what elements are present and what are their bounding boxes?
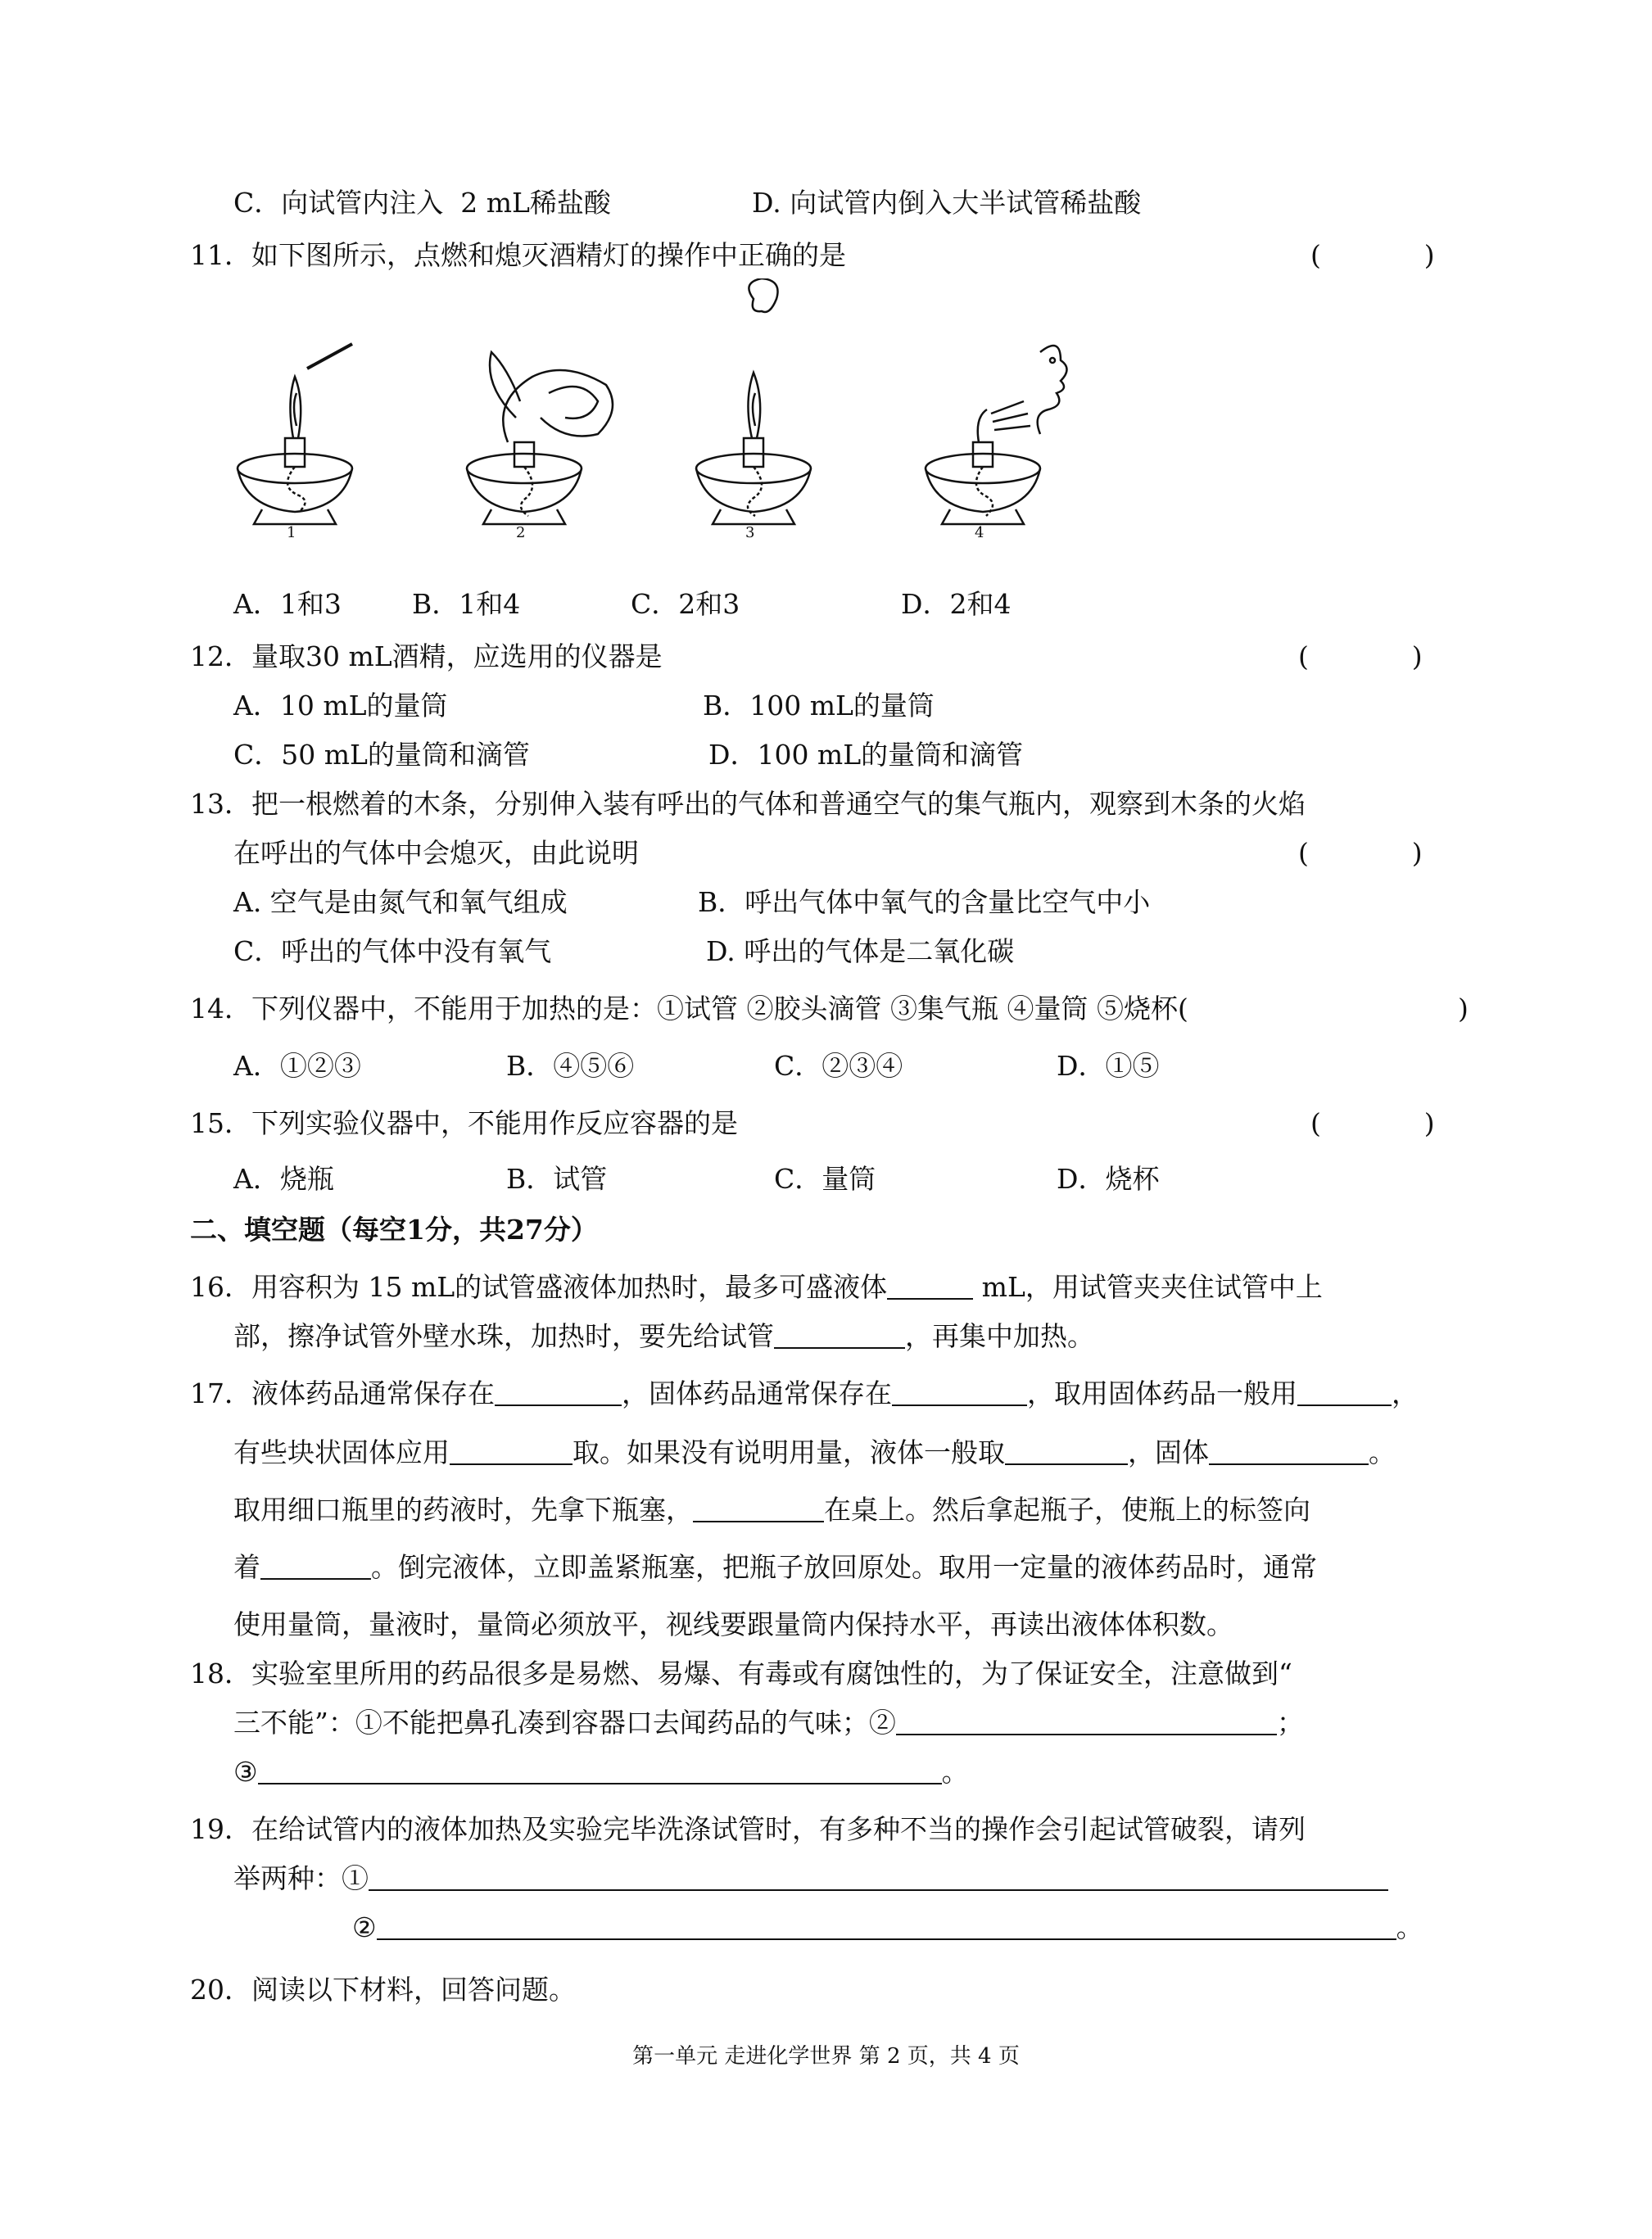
- q17-line4: 着 。倒完液体，立即盖紧瓶塞，把瓶子放回原处。取用一定量的液体药品时，通常: [233, 1551, 1317, 1583]
- q12-option-b: B．100 mL的量筒: [703, 690, 935, 721]
- q12-stem: 12．量取30 mL酒精，应选用的仪器是: [190, 640, 663, 672]
- lamp-2-figure: [467, 352, 613, 524]
- q15-option-b: B．试管: [506, 1163, 608, 1195]
- q13-stem-line2: 在呼出的气体中会熄灭，由此说明: [233, 837, 639, 869]
- q15-stem: 15．下列实验仪器中，不能用作反应容器的是: [190, 1107, 738, 1139]
- q14-answer-paren[interactable]: ): [1458, 993, 1469, 1025]
- q11-stem: 11．如下图所示，点燃和熄灭酒精灯的操作中正确的是: [190, 239, 846, 271]
- q18-line2: 三不能”：①不能把鼻孔凑到容器口去闻药品的气味；② ；: [233, 1707, 1304, 1739]
- q18-line1: 18．实验室里所用的药品很多是易燃、易爆、有毒或有腐蚀性的，为了保证安全，注意做到“: [190, 1658, 1292, 1689]
- q17-line2: 有些块状固体应用 取。如果没有说明用量，液体一般取 ，固体 。: [233, 1436, 1396, 1468]
- q16-blank-2[interactable]: [774, 1319, 905, 1349]
- q20-stem: 20．阅读以下材料，回答问题。: [190, 1974, 576, 2006]
- q19-line1: 19．在给试管内的液体加热及实验完毕洗涤试管时，有多种不当的操作会引起试管破裂，请列: [190, 1813, 1306, 1845]
- q17-blank-3[interactable]: [1297, 1377, 1392, 1406]
- q17-blank-5[interactable]: [1005, 1436, 1128, 1465]
- q17-blank-8[interactable]: [260, 1550, 371, 1580]
- figure-label-1: 1: [287, 524, 296, 541]
- q13-option-c: C．呼出的气体中没有氧气: [233, 935, 552, 967]
- figure-label-2: 2: [516, 524, 526, 541]
- q12-option-d: D．100 mL的量筒和滴管: [708, 739, 1024, 771]
- lamp-4-figure: [926, 346, 1067, 524]
- q14-option-c: C．②③④: [774, 1050, 903, 1082]
- page-footer: 第一单元 走进化学世界 第 2 页，共 4 页: [632, 2044, 1020, 2069]
- lamp-cap-figure: [749, 278, 777, 312]
- q16-blank-1[interactable]: [887, 1270, 973, 1300]
- q10-option-d: D. 向试管内倒入大半试管稀盐酸: [752, 187, 1142, 219]
- q14-stem: 14．下列仪器中，不能用于加热的是：①试管 ②胶头滴管 ③集气瓶 ④量筒 ⑤烧杯(: [190, 993, 1188, 1025]
- q12-option-c: C．50 mL的量筒和滴管: [233, 739, 530, 771]
- q13-stem-line1: 13．把一根燃着的木条，分别伸入装有呼出的气体和普通空气的集气瓶内，观察到木条的火焰: [190, 788, 1306, 820]
- q10-option-c: C．向试管内注入 2 mL稀盐酸: [233, 187, 611, 219]
- q17-blank-6[interactable]: [1209, 1436, 1369, 1465]
- q13-option-b: B．呼出气体中氧气的含量比空气中小: [698, 886, 1151, 918]
- q17-blank-4[interactable]: [450, 1436, 573, 1465]
- q18-line3: ③ 。: [233, 1756, 969, 1788]
- q19-blank-1[interactable]: [369, 1861, 1388, 1891]
- q11-option-a: A．1和3: [233, 588, 342, 620]
- lamp-1-figure: [238, 344, 352, 524]
- figure-label-4: 4: [975, 524, 984, 541]
- figure-label-3: 3: [745, 524, 755, 541]
- q18-blank-1[interactable]: [896, 1706, 1277, 1735]
- q17-line5: 使用量筒，量液时，量筒必须放平，视线要跟量筒内保持水平，再读出液体体积数。: [233, 1608, 1233, 1640]
- q18-blank-2[interactable]: [258, 1755, 942, 1784]
- q17-line3: 取用细口瓶里的药液时，先拿下瓶塞， 在桌上。然后拿起瓶子，使瓶上的标签向: [233, 1494, 1310, 1526]
- q15-option-d: D．烧杯: [1057, 1163, 1160, 1195]
- q12-answer-paren[interactable]: ( ): [1298, 640, 1423, 672]
- section-heading: 二、填空题（每空1分，共27分）: [190, 1214, 598, 1246]
- q14-option-d: D．①⑤: [1057, 1050, 1160, 1082]
- q17-blank-7[interactable]: [693, 1493, 824, 1522]
- q14-option-a: A．①②③: [233, 1050, 361, 1082]
- q17-line1: 17．液体药品通常保存在 ，固体药品通常保存在 ，取用固体药品一般用 ，: [190, 1377, 1419, 1409]
- q19-line2: 举两种：①: [233, 1861, 1388, 1897]
- q14-option-b: B．④⑤⑥: [506, 1050, 635, 1082]
- q16-line1: 16．用容积为 15 mL的试管盛液体加热时，最多可盛液体 mL，用试管夹夹住试管中上: [190, 1271, 1323, 1303]
- q19-blank-2[interactable]: [377, 1911, 1396, 1940]
- q16-line2: 部，擦净试管外壁水珠，加热时，要先给试管 ，再集中加热。: [233, 1320, 1094, 1352]
- q15-answer-paren[interactable]: ( ): [1310, 1107, 1435, 1139]
- q11-option-c: C．2和3: [631, 588, 740, 620]
- q13-option-a: A. 空气是由氮气和氧气组成: [233, 886, 568, 918]
- q17-blank-2[interactable]: [892, 1377, 1027, 1406]
- q11-answer-paren[interactable]: ( ): [1310, 239, 1435, 271]
- q11-option-d: D．2和4: [901, 588, 1012, 620]
- q11-option-b: B．1和4: [412, 588, 521, 620]
- q15-option-c: C．量筒: [774, 1163, 876, 1195]
- alcohol-lamp-figures: [229, 278, 1081, 549]
- q19-line3: ② 。: [352, 1911, 1423, 1943]
- q15-option-a: A．烧瓶: [233, 1163, 334, 1195]
- q17-blank-1[interactable]: [495, 1377, 622, 1406]
- q12-option-a: A．10 mL的量筒: [233, 690, 448, 721]
- q13-option-d: D. 呼出的气体是二氧化碳: [706, 935, 1015, 967]
- lamp-3-figure: [696, 373, 811, 524]
- q13-answer-paren[interactable]: ( ): [1298, 837, 1423, 869]
